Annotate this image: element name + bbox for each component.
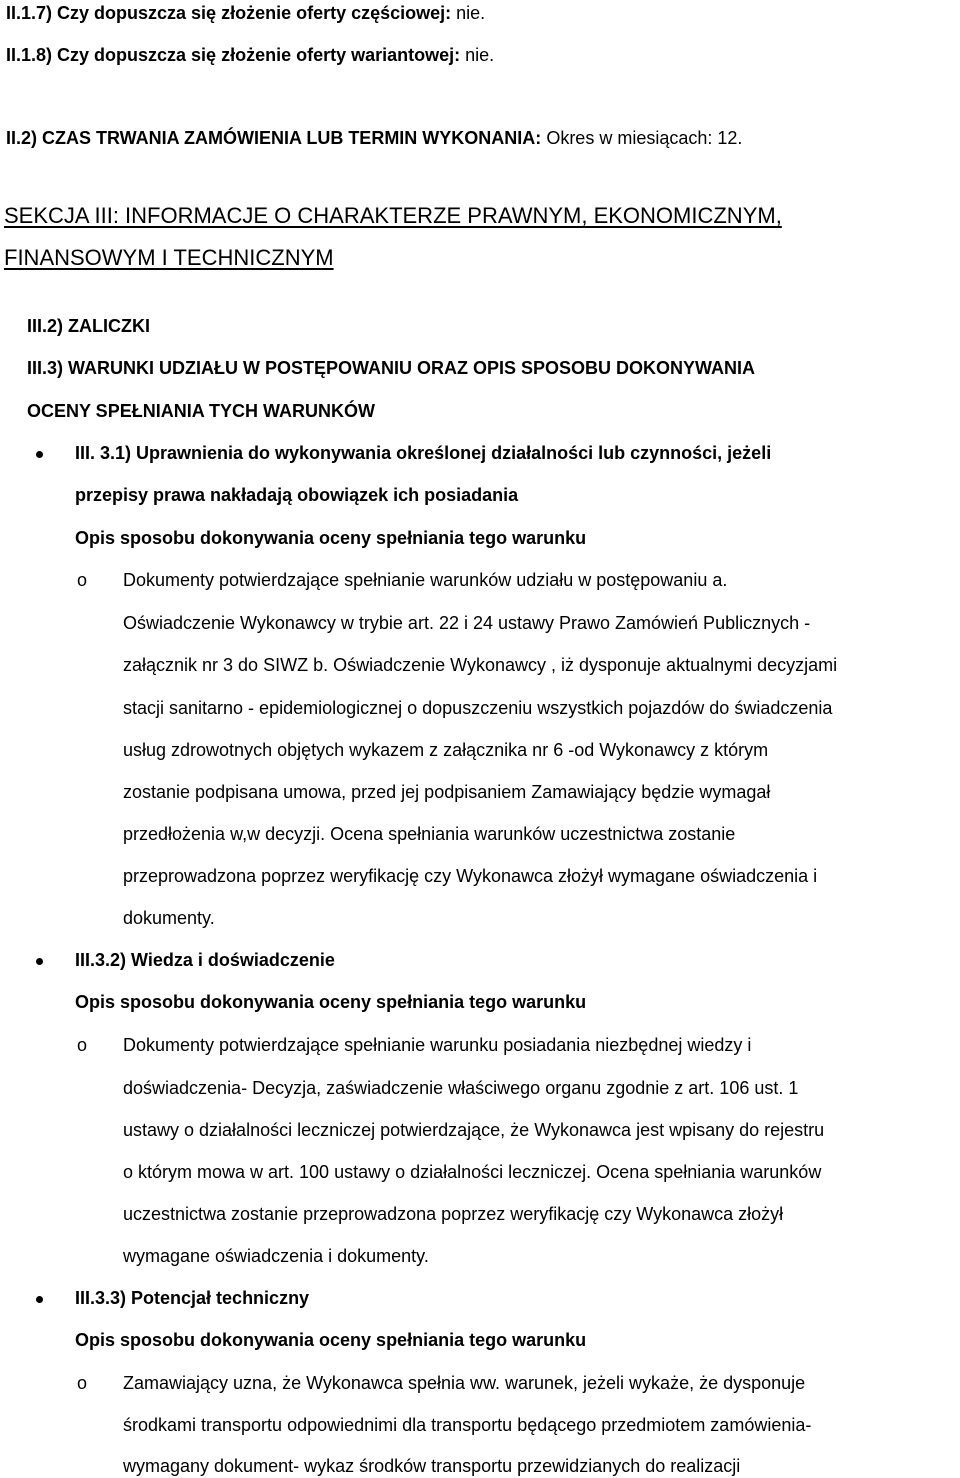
item2-text-line: o którym mowa w art. 100 ustawy o działalności leczniczej. Ocena spełniania warunków xyxy=(123,1162,822,1182)
zaliczki-heading: III.2) ZALICZKI xyxy=(27,316,150,336)
line-ii-1-8 xyxy=(6,44,494,66)
circle-bullet-icon: o xyxy=(77,570,88,590)
section-title-line-1: SEKCJA III: INFORMACJE O CHARAKTERZE PRAWNYM, EKONOMICZNYM, xyxy=(4,203,782,228)
item2-text-line: uczestnictwa zostanie przeprowadzona poprzez weryfikację czy Wykonawca złożył xyxy=(123,1204,784,1224)
circle-bullet-icon: o xyxy=(77,1035,88,1055)
item1-text-line: usług zdrowotnych objętych wykazem z załącznika nr 6 -od Wykonawcy z którym xyxy=(123,740,769,760)
circle-bullet-icon: o xyxy=(77,1373,88,1393)
item1-text-line: Oświadczenie Wykonawcy w trybie art. 22 i 24 ustawy Prawo Zamówień Publicznych - xyxy=(123,613,811,633)
warunki-heading-line-1: III.3) WARUNKI UDZIAŁU W POSTĘPOWANIU ORAZ OPIS SPOSOBU DOKONYWANIA xyxy=(27,358,756,378)
item1-text-line: zostanie podpisana umowa, przed jej podpisaniem Zamawiający będzie wymagał xyxy=(123,782,771,802)
value-ii-1-8: nie. xyxy=(460,45,495,65)
item1-text-line: Dokumenty potwierdzające spełnianie warunków udziału w postępowaniu a. xyxy=(123,570,728,590)
bullet-icon xyxy=(36,451,43,458)
item2-text-line: Dokumenty potwierdzające spełnianie warunku posiadania niezbędnej wiedzy i xyxy=(123,1035,752,1055)
label-ii-1-7: II.1.7) Czy dopuszcza się złożenie oferty częściowej: xyxy=(6,3,452,23)
bullet-icon xyxy=(36,1296,43,1303)
value-ii-2: Okres w miesiącach: 12. xyxy=(541,128,743,148)
item3-text-line: wymagany dokument- wykaz środków transportu przewidzianych do realizacji xyxy=(123,1456,741,1476)
item1-text-line: przedłożenia w,w decyzji. Ocena spełniania warunków uczestnictwa zostanie xyxy=(123,824,736,844)
line-ii-1-7 xyxy=(6,2,485,24)
item3-text-line: Zamawiający uzna, że Wykonawca spełnia ww. warunek, jeżeli wykaże, że dysponuje xyxy=(123,1373,806,1393)
line-ii-2 xyxy=(6,127,742,149)
item1-heading-line-2: przepisy prawa nakładają obowiązek ich posiadania xyxy=(75,485,519,505)
label-ii-2: II.2) CZAS TRWANIA ZAMÓWIENIA LUB TERMIN WYKONANIA: xyxy=(6,128,542,148)
item3-opis: Opis sposobu dokonywania oceny spełniania tego warunku xyxy=(75,1330,587,1350)
bullet-icon xyxy=(36,958,43,965)
item1-opis: Opis sposobu dokonywania oceny spełniania tego warunku xyxy=(75,528,587,548)
item1-text-line: załącznik nr 3 do SIWZ b. Oświadczenie Wykonawcy , iż dysponuje aktualnymi decyzjami xyxy=(123,655,838,675)
value-ii-1-7: nie. xyxy=(451,3,486,23)
item1-text-line: stacji sanitarno - epidemiologicznej o dopuszczeniu wszystkich pojazdów do świadczenia xyxy=(123,698,833,718)
item2-text-line: wymagane oświadczenia i dokumenty. xyxy=(123,1246,429,1266)
item2-text-line: ustawy o działalności leczniczej potwierdzające, że Wykonawca jest wpisany do rejestru xyxy=(123,1120,825,1140)
item3-text-line: środkami transportu odpowiednimi dla transportu będącego przedmiotem zamówienia- xyxy=(123,1415,812,1435)
item2-opis: Opis sposobu dokonywania oceny spełniania tego warunku xyxy=(75,992,587,1012)
item3-heading: III.3.3) Potencjał techniczny xyxy=(75,1288,310,1308)
item1-text-line: przeprowadzona poprzez weryfikację czy Wykonawca złożył wymagane oświadczenia i xyxy=(123,866,818,886)
label-ii-1-8: II.1.8) Czy dopuszcza się złożenie oferty wariantowej: xyxy=(6,45,461,65)
item2-heading: III.3.2) Wiedza i doświadczenie xyxy=(75,950,335,970)
section-title-line-2: FINANSOWYM I TECHNICZNYM xyxy=(4,245,334,270)
item2-text-line: doświadczenia- Decyzja, zaświadczenie właściwego organu zgodnie z art. 106 ust. 1 xyxy=(123,1078,799,1098)
item1-text-line: dokumenty. xyxy=(123,908,215,928)
item1-heading-line-1: III. 3.1) Uprawnienia do wykonywania określonej działalności lub czynności, jeżeli xyxy=(75,443,772,463)
warunki-heading-line-2: OCENY SPEŁNIANIA TYCH WARUNKÓW xyxy=(27,401,376,421)
